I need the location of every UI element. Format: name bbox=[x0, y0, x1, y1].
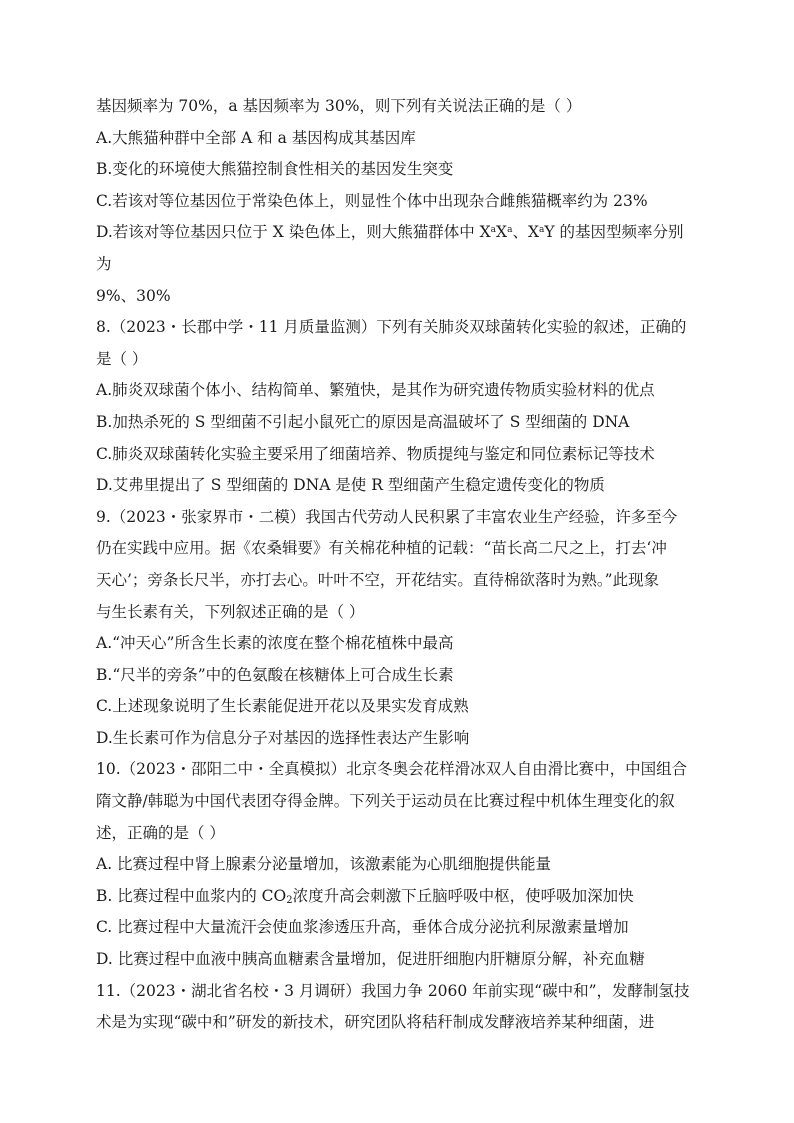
q7-option-a: A.大熊猫种群中全部 A 和 a 基因构成其基因库 bbox=[96, 128, 416, 147]
q7-option-d-mid1: X bbox=[496, 223, 508, 242]
q8-stem-line-1: 8.（2023・长郡中学・11 月质量监测）下列有关肺炎双球菌转化实验的叙述，正确的 bbox=[96, 318, 687, 337]
q7-option-d-sup1: a bbox=[490, 225, 497, 236]
q10-option-b-post: 浓度升高会刺激下丘脑呼吸中枢，使呼吸加深加快 bbox=[292, 886, 634, 905]
q10-stem-line-3: 述，正确的是（ ） bbox=[96, 823, 225, 842]
q9-option-d: D.生长素可作为信息分子对基因的选择性表达产生影响 bbox=[96, 728, 470, 747]
q9-option-a: A.“冲天心”所含生长素的浓度在整个棉花植株中最高 bbox=[96, 634, 454, 653]
q8-option-d: D.艾弗里提出了 S 型细菌的 DNA 是使 R 型细菌产生稳定遗传变化的物质 bbox=[96, 476, 605, 495]
q8-option-c: C.肺炎双球菌转化实验主要采用了细菌培养、物质提纯与鉴定和同位素标记等技术 bbox=[96, 444, 655, 463]
q9-option-c: C.上述现象说明了生长素能促进开花以及果实发育成熟 bbox=[96, 697, 469, 716]
q7-option-d-sup3: a bbox=[539, 225, 545, 236]
q7-option-d-sup2: a bbox=[507, 225, 513, 236]
q10-stem-line-1: 10.（2023・邵阳二中・全真模拟）北京冬奥会花样滑冰双人自由滑比赛中，中国组合 bbox=[96, 760, 688, 779]
q10-option-b-pre: B. 比赛过程中血浆内的 CO bbox=[96, 886, 287, 905]
q8-stem-line-2: 是（ ） bbox=[96, 349, 148, 368]
q9-option-b: B.“尺半的旁条”中的色氨酸在核糖体上可合成生长素 bbox=[96, 665, 454, 684]
q7-option-d-post: Y 的基因型频率分别 bbox=[544, 223, 684, 242]
q9-stem-line-2: 仍在实践中应用。据《农桑辑要》有关棉花种植的记载：“苗长高二尺之上，打去‘冲 bbox=[96, 539, 667, 558]
q8-option-a: A.肺炎双球菌个体小、结构简单、繁殖快，是其作为研究遗传物质实验材料的优点 bbox=[96, 381, 655, 400]
q7-option-d-cont1: 为 bbox=[96, 254, 112, 273]
q7-option-d-pre: D.若该对等位基因只位于 X 染色体上，则大熊猫群体中 X bbox=[96, 223, 491, 242]
q11-stem-line-2: 术是为实现“碳中和”研发的新技术，研究团队将秸秆制成发酵液培养某种细菌，进 bbox=[96, 1013, 655, 1032]
q9-stem-line-3: 天心’；旁条长尺半，亦打去心。叶叶不空，开花结实。直待棉欲落时为熟。”此现象 bbox=[96, 570, 660, 589]
q7-option-d-cont2: 9%、30% bbox=[96, 286, 171, 305]
q7-stem-tail: 基因频率为 70%，a 基因频率为 30%，则下列有关说法正确的是（ ） bbox=[96, 97, 582, 115]
q9-stem-line-4: 与生长素有关，下列叙述正确的是（ ） bbox=[96, 602, 365, 621]
q8-option-b: B.加热杀死的 S 型细菌不引起小鼠死亡的原因是高温破坏了 S 型细菌的 DNA bbox=[96, 412, 630, 431]
q7-option-b: B.变化的环境使大熊猫控制食性相关的基因发生突变 bbox=[96, 160, 454, 179]
q10-option-a: A. 比赛过程中肾上腺素分泌量增加，该激素能为心肌细胞提供能量 bbox=[96, 855, 552, 874]
q10-option-b-sub: 2 bbox=[286, 894, 293, 906]
q7-option-d-mid2: 、X bbox=[512, 223, 539, 242]
q7-option-d bbox=[96, 217, 708, 249]
q7-option-c: C.若该对等位基因位于常染色体上，则显性个体中出现杂合雌熊猫概率约为 23% bbox=[96, 191, 648, 210]
q10-option-c: C. 比赛过程中大量流汗会使血浆渗透压升高，垂体合成分泌抗利尿激素量增加 bbox=[96, 918, 629, 937]
exam-page bbox=[96, 91, 708, 1039]
q10-option-b bbox=[96, 881, 708, 913]
q11-stem-line-1: 11.（2023・湖北省名校・3 月调研）我国力争 2060 年前实现“碳中和”，发酵制氢技 bbox=[96, 981, 690, 1000]
q10-option-d: D. 比赛过程中血液中胰高血糖素含量增加，促进肝细胞内肝糖原分解，补充血糖 bbox=[96, 950, 645, 969]
q9-stem-line-1: 9.（2023・张家界市・二模）我国古代劳动人民积累了丰富农业生产经验，许多至今 bbox=[96, 507, 678, 526]
q10-stem-line-2: 隋文静/韩聪为中国代表团夺得金牌。下列关于运动员在比赛过程中机体生理变化的叙 bbox=[96, 792, 675, 811]
